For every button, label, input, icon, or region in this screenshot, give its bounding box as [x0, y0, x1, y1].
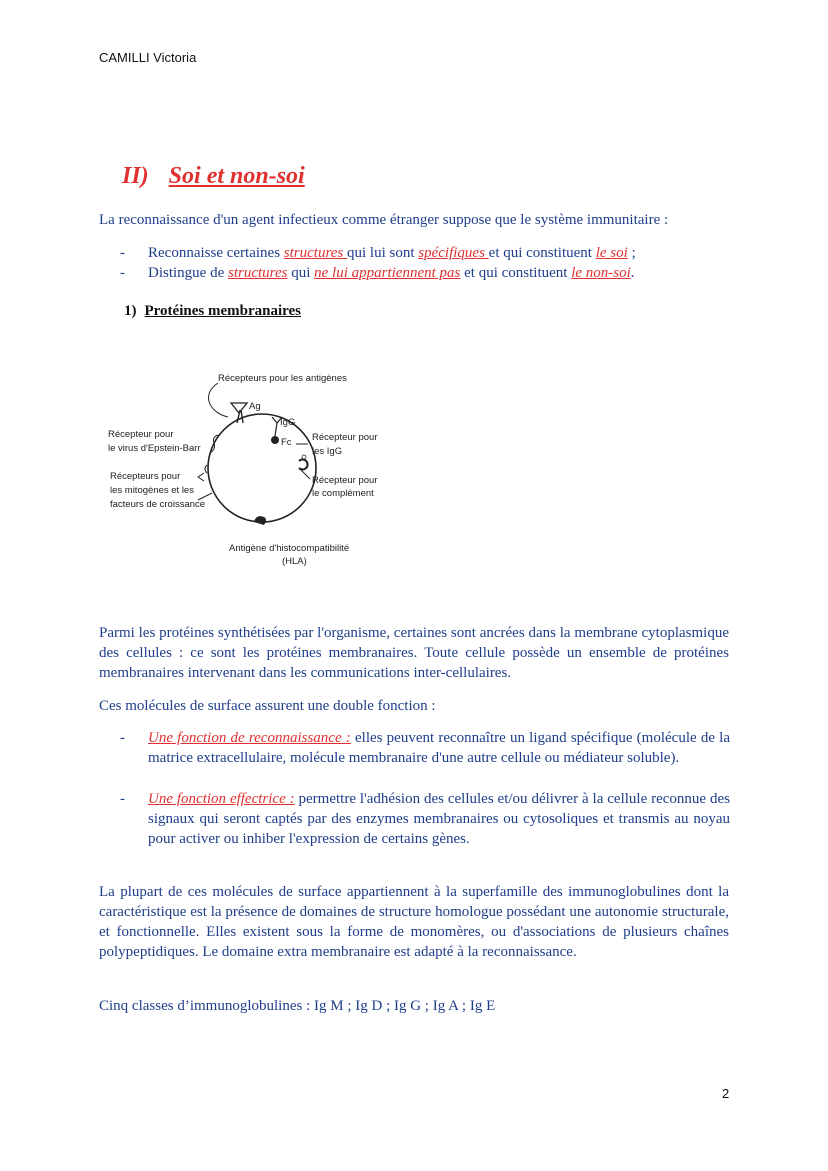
label-igg-receptor: Récepteur pour — [312, 432, 378, 443]
text-run: Reconnaisse certaines — [148, 245, 284, 261]
bullet-item — [120, 728, 730, 788]
label-ebv-receptor: Récepteur pour — [108, 429, 174, 440]
text-run: permettre l'adhésion des cellules et/ou délivrer à la cellule reconnue des signaux qui seront captés par des enzymes membranaires ou cytosoliques et transmis au noyau pour activer ou inhiber l'expression de certains gènes. — [148, 791, 730, 847]
text-run: et qui constituent — [460, 265, 572, 281]
label-igg-receptor: les IgG — [312, 446, 343, 457]
page-header-author: CAMILLI Victoria — [99, 50, 197, 65]
bullet-dash: - — [120, 791, 125, 807]
highlight-term: Une fonction de reconnaissance : — [148, 730, 351, 746]
text-run: qui lui sont — [346, 245, 419, 261]
section-title: Soi et non-soi — [168, 163, 305, 189]
label-mitogen-receptors: Récepteurs pour — [110, 471, 181, 482]
igg-receptor-blob — [271, 436, 279, 444]
complement-leader-line — [300, 469, 310, 479]
subsection-heading — [124, 303, 301, 320]
label-complement-receptor: Récepteur pour — [312, 475, 378, 486]
label-antigen-receptors: Récepteurs pour les antigènes — [218, 373, 347, 384]
bullet-item — [120, 263, 730, 283]
mitogen-receptor-shape — [205, 465, 207, 473]
label-ebv-receptor: le virus d'Epstein-Barr — [108, 443, 201, 454]
highlight-term: Une fonction effectrice : — [148, 791, 295, 807]
highlight-term: structures — [228, 265, 288, 281]
text-run: Distingue de — [148, 265, 228, 281]
complement-molecule-shape — [302, 455, 306, 459]
bullet-text — [148, 728, 730, 768]
bullet-dash: - — [120, 265, 125, 281]
intro-paragraph: La reconnaissance d'un agent infectieux comme étranger suppose que le système immunitaire : — [99, 212, 669, 228]
highlight-term: le non-soi — [571, 265, 631, 281]
paragraph: Cinq classes d’immunoglobulines : Ig M ; Ig D ; Ig G ; Ig A ; Ig E — [99, 998, 496, 1014]
text-run: et qui constituent — [488, 245, 596, 261]
membrane-proteins-diagram — [100, 365, 400, 575]
paragraph: La plupart de ces molécules de surface appartiennent à la superfamille des immunoglobulines dont la caractéristique est la présence de domaines de structure homologue possédant une autonomie structurale, et fonctionnelle. Elles existent sous la forme de monomères, ou d'associations de plusieurs chaînes polypeptidiques. Le domaine extra membranaire est adapté à la reconnaissance. — [99, 884, 729, 960]
highlight-term: spécifiques — [418, 245, 489, 261]
label-igg: IgG — [280, 417, 296, 428]
highlight-term: ne lui appartiennent pas — [314, 265, 461, 281]
bullet-item — [120, 789, 730, 849]
hla-antigen-shape — [254, 516, 266, 525]
label-hla: (HLA) — [282, 556, 307, 567]
label-mitogen-receptors: les mitogènes et les — [110, 485, 194, 496]
label-mitogen-receptors: facteurs de croissance — [110, 499, 206, 510]
bullet-dash: - — [120, 730, 125, 746]
highlight-term: le soi — [595, 245, 628, 261]
bullet-item — [120, 243, 730, 263]
antigen-leader-line — [209, 383, 228, 417]
bullet-text — [148, 789, 730, 849]
mitogen-receptor-shape — [198, 473, 204, 481]
page-number: 2 — [722, 1086, 730, 1101]
highlight-term: structures — [283, 245, 347, 261]
text-run: . — [630, 265, 635, 281]
text-run: ; — [627, 245, 636, 261]
paragraph: Ces molécules de surface assurent une double fonction : — [99, 698, 436, 714]
bullet-dash: - — [120, 245, 125, 261]
paragraph: Parmi les protéines synthétisées par l'organisme, certaines sont ancrées dans la membrane cytoplasmique des cellules : ce sont les protéines membranaires. Toute cellule possède un ensemble de protéines membranaires intervenant dans les communications inter-cellulaires. — [99, 625, 729, 681]
label-complement-receptor: le complément — [312, 488, 374, 499]
complement-receptor-shape — [299, 460, 308, 470]
label-hla: Antigène d'histocompatibilité — [229, 543, 350, 554]
subsection-title: Protéines membranaires — [144, 303, 301, 319]
label-ag: Ag — [249, 401, 261, 412]
label-fc: Fc — [281, 437, 292, 448]
subsection-number: 1) — [124, 303, 137, 319]
bullet-text — [148, 263, 730, 283]
text-run: elles peuvent reconnaître un ligand spécifique (molécule de la matrice extracellulaire, molécule membranaire d'une autre cellule ou médiateur soluble). — [148, 730, 731, 766]
section-heading — [122, 163, 305, 190]
section-number: II) — [122, 163, 149, 189]
bullet-text — [148, 243, 730, 263]
text-run: qui — [287, 265, 315, 281]
